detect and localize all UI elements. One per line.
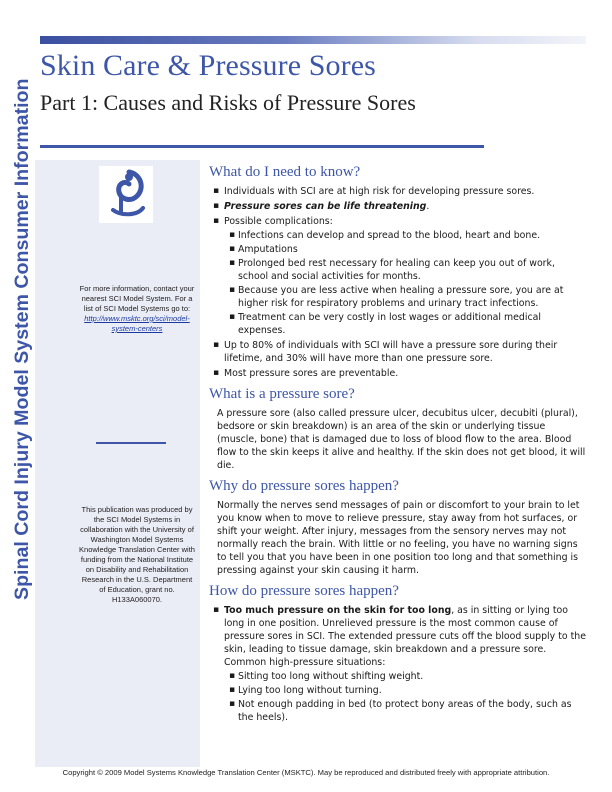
footer-copyright: Copyright © 2009 Model Systems Knowledge Translation Center (MSKTC). May be reproduced and distributed freely with appropriate attribution. xyxy=(62,768,550,777)
sub-list-item: ▪ Amputations xyxy=(224,243,586,256)
model-system-centers-link[interactable]: http://www.msktc.org/sci/model-system-centers xyxy=(84,314,190,333)
section-need-to-know xyxy=(209,163,586,380)
sidebar-vertical-title: Spinal Cord Injury Model System Consumer Information xyxy=(11,78,33,600)
sub-list-item: ▪ Sitting too long without shifting weight. xyxy=(224,670,586,683)
sidebar-info-text: For more information, contact your nearest SCI Model System. For a list of SCI Model Systems go to: xyxy=(79,284,195,313)
page-subtitle: Part 1: Causes and Risks of Pressure Sores xyxy=(40,90,416,115)
lead-text: , as in sitting or lying too long in one position. Unrelieved pressure is the most common cause of pressure sores in SCI. The extended pressure cuts off the blood supply to the skin, leading to tissue damage, skin breakdown and a pressure sore. xyxy=(224,605,586,655)
section-heading: What do I need to know? xyxy=(209,164,361,180)
complications-list xyxy=(224,229,586,337)
sidebar-divider xyxy=(96,442,166,444)
sub-list-item: ▪ Treatment can be very costly in lost wages or additional medical expenses. xyxy=(224,311,586,337)
sidebar-info xyxy=(78,284,196,334)
bold-lead: Too much pressure on the skin for too long xyxy=(224,605,452,616)
sub-list-item: ▪ Not enough padding in bed (to protect bony areas of the body, such as the heels). xyxy=(224,698,586,724)
list-item xyxy=(209,200,586,213)
section-why-happen xyxy=(209,477,586,577)
emphasis-text: Pressure sores can be life threatening xyxy=(224,201,427,212)
list-item: ▪ Up to 80% of individuals with SCI will have a pressure sore during their lifetime, and 30% will have more than one pressure sore. xyxy=(209,339,586,365)
list-item: ▪ Individuals with SCI are at high risk for developing pressure sores. xyxy=(209,185,586,198)
period-text: . xyxy=(426,201,430,212)
sidebar-panel xyxy=(35,160,200,767)
situations-list xyxy=(224,670,586,724)
sub-list-item: ▪ Lying too long without turning. xyxy=(224,684,586,697)
section-body: Normally the nerves send messages of pain or discomfort to your brain to let you know when to move to relieve pressure, stay away from hot surfaces, or shift your weight. After injury, messages from the sensory nerves may not normally reach the brain. With little or no feeling, you have no warning signs to tell you that you have been in one position too long and that something is pressing against your skin causing it harm. xyxy=(217,500,580,576)
list-item xyxy=(209,604,586,724)
sub-list-item: ▪ Prolonged bed rest necessary for healing can keep you out of work, school and social activities for months. xyxy=(224,257,586,283)
title-underline xyxy=(40,145,484,148)
section-heading: How do pressure sores happen? xyxy=(209,583,399,599)
msktc-logo-icon xyxy=(99,166,153,223)
section-body: A pressure sore (also called pressure ulcer, decubitus ulcer, decubiti (plural), bedsore or skin breakdown) is an area of the skin or underlying tissue (muscle, bone) that is damaged due to loss of blood flow to the area. Blood flow to the skin keeps it alive and healthy. If the skin does not get blood, it will die. xyxy=(217,408,586,471)
page-title: Skin Care & Pressure Sores xyxy=(40,49,376,82)
complications-label: Possible complications: xyxy=(224,216,333,227)
section-what-is xyxy=(209,385,586,472)
section-how-happen xyxy=(209,582,586,724)
main-content xyxy=(209,163,586,729)
sub-list-item: ▪ Infections can develop and spread to the blood, heart and bone. xyxy=(224,229,586,242)
section-heading: Why do pressure sores happen? xyxy=(209,478,399,494)
header-gradient-rule xyxy=(40,36,586,44)
list-item xyxy=(209,215,586,337)
sidebar-publication-note: This publication was produced by the SCI Model Systems in collaboration with the University of Washington Model Systems Knowledge Translation Center with funding from the National Institute on Disability and Rehabilitation Research in the U.S. Department of Education, grant no. H133A060070. xyxy=(79,505,195,604)
sub-list-item: ▪ Because you are less active when healing a pressure sore, you are at higher risk for respiratory problems and urinary tract infections. xyxy=(224,284,586,310)
situations-label: Common high-pressure situations: xyxy=(224,657,386,668)
list-item: ▪ Most pressure sores are preventable. xyxy=(209,367,586,380)
section-heading: What is a pressure sore? xyxy=(209,386,355,402)
